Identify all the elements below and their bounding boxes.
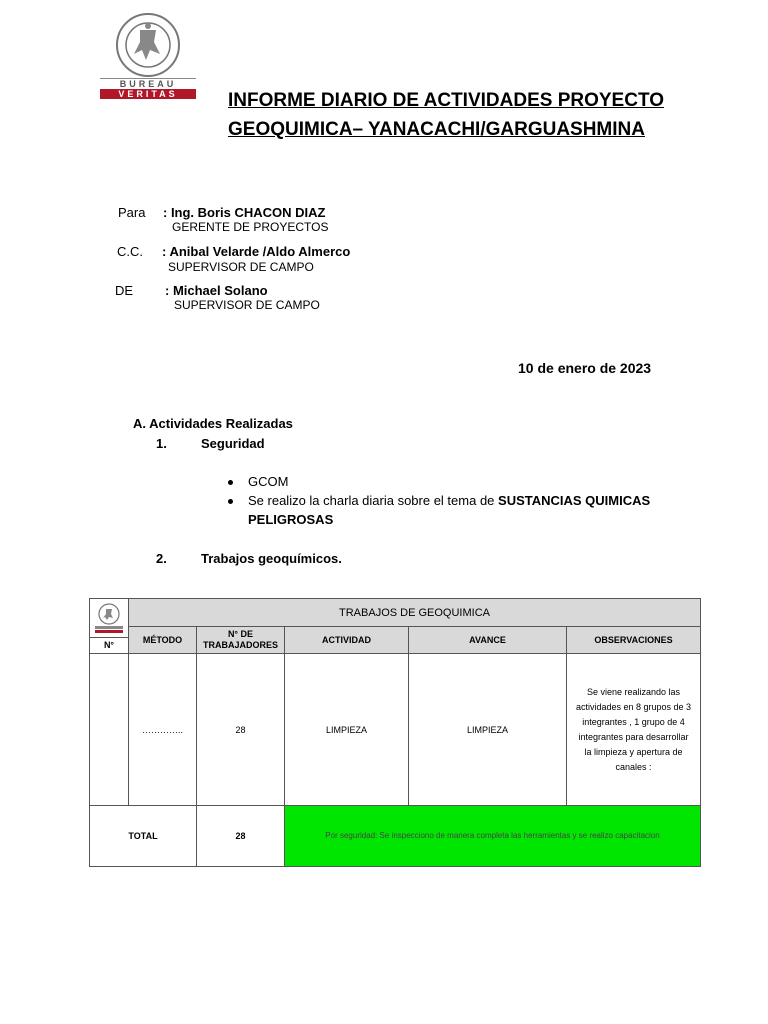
para-label: Para [118,205,146,220]
bullet-charla-topic: SUSTANCIAS QUIMICAS [498,493,651,508]
para-name: : Ing. Boris CHACON DIAZ [163,205,326,220]
row-trabajadores: 28 [196,653,285,806]
item-1-title: Seguridad [201,436,265,451]
item-2-number: 2. [156,551,167,566]
header-trabajadores: N° DE TRABAJADORES [196,626,285,654]
total-label: TOTAL [89,805,197,867]
row-observaciones: Se viene realizando las actividades en 8 grupos de 3 integrantes , 1 grupo de 4 integrantes para desarrollar la limpieza y apertura de canales : [566,653,701,806]
company-logo [100,12,196,102]
geoquimica-table [89,598,701,867]
header-actividad: ACTIVIDAD [284,626,409,654]
table-logo-cell [89,598,129,638]
header-observaciones: OBSERVACIONES [566,626,701,654]
bullet-charla-topic-cont: PELIGROSAS [248,512,334,527]
bullet-dot [228,480,233,485]
row-avance: LIMPIEZA [408,653,567,806]
header-metodo: MÉTODO [128,626,197,654]
item-2-title: Trabajos geoquímicos. [201,551,342,566]
bullet-charla-text: Se realizo la charla diaria sobre el tema de [248,493,499,508]
total-value: 28 [196,805,285,867]
cc-label: C.C. [117,244,143,259]
cc-name: : Anibal Velarde /Aldo Almerco [162,244,351,259]
table-logo-icon [93,602,125,634]
row-metodo: ………….. [128,653,197,806]
page-title [228,86,664,144]
bullet-gcom: GCOM [248,474,289,489]
de-name: : Michael Solano [165,283,268,298]
bullet-dot [228,499,233,504]
title-line-1: INFORME DIARIO DE ACTIVIDADES PROYECTO [228,90,664,111]
table-title: TRABAJOS DE GEOQUIMICA [128,598,701,627]
item-1-number: 1. [156,436,167,451]
header-avance: AVANCE [408,626,567,654]
para-role: GERENTE DE PROYECTOS [172,220,329,234]
logo-band-bottom: VERITAS [100,89,196,99]
logo-band-top: BUREAU [100,78,196,89]
safety-note: Por seguridad: Se inspecciono de manera completa las herramientas y se realizo capacitacion [284,805,701,867]
title-line-2: GEOQUIMICA– YANACACHI/GARGUASHMINA [228,119,645,140]
bullet-charla [248,493,650,508]
cc-role: SUPERVISOR DE CAMPO [168,260,314,274]
de-label: DE [115,283,134,298]
seal-icon [100,12,196,78]
row-n-cell [89,653,129,806]
row-actividad: LIMPIEZA [284,653,409,806]
de-role: SUPERVISOR DE CAMPO [174,298,320,312]
section-a-heading: A. Actividades Realizadas [133,416,293,431]
header-n: N° [89,637,129,654]
report-date: 10 de enero de 2023 [518,360,652,376]
